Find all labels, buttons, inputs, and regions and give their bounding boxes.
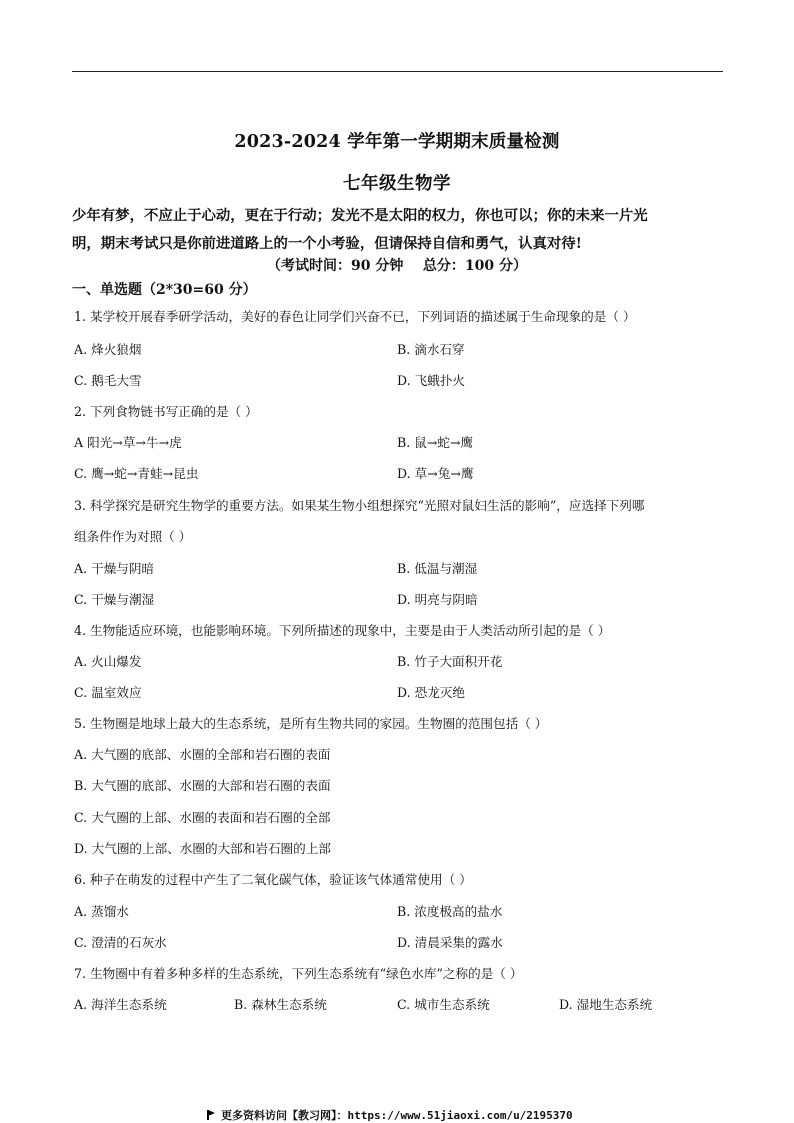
q6-option-b: B. 浓度极高的盐水 <box>397 904 503 919</box>
flag-icon <box>206 1110 216 1120</box>
q2-option-d: D. 草→兔→鹰 <box>397 466 474 481</box>
subject-title: 七年级生物学 <box>343 174 451 194</box>
question-4-stem: 4. 生物能适应环境，也能影响环境。下列所描述的现象中，主要是由于人类活动所引起的是（ ） <box>74 623 611 638</box>
q3-option-b: B. 低温与潮湿 <box>397 561 478 576</box>
q6-option-d: D. 清晨采集的露水 <box>397 935 503 950</box>
question-2-stem: 2. 下列食物链书写正确的是（ ） <box>74 404 258 419</box>
q1-option-d: D. 飞蛾扑火 <box>397 373 466 388</box>
q1-option-c: C. 鹅毛大雪 <box>74 373 142 388</box>
q2-option-b: B. 鼠→蛇→鹰 <box>397 435 474 450</box>
q2-option-c: C. 鹰→蛇→青蛙→昆虫 <box>74 466 199 481</box>
q7-option-d: D. 湿地生态系统 <box>559 997 653 1012</box>
q6-option-c: C. 澄清的石灰水 <box>74 935 167 950</box>
q2-option-a: A 阳光→草→牛→虎 <box>74 435 182 450</box>
q6-option-a: A. 蒸馏水 <box>74 904 129 919</box>
footer-link[interactable] <box>206 1107 573 1123</box>
exam-info: （考试时间：90 分钟 总分：100 分） <box>267 258 527 274</box>
question-1-stem: 1. 某学校开展春季研学活动，美好的春色让同学们兴奋不已，下列词语的描述属于生命现象的是（ ） <box>74 309 636 324</box>
top-rule <box>72 71 723 72</box>
q1-option-b: B. 滴水石穿 <box>397 342 465 357</box>
q7-option-a: A. 海洋生态系统 <box>74 997 167 1012</box>
motto-line-2: 明，期末考试只是你前进道路上的一个小考验，但请保持自信和勇气，认真对待! <box>72 235 582 252</box>
q5-option-d: D. 大气圈的上部、水圈的大部和岩石圈的上部 <box>74 841 331 856</box>
q5-option-c: C. 大气圈的上部、水圈的表面和岩石圈的全部 <box>74 810 331 825</box>
q7-option-b: B. 森林生态系统 <box>234 997 327 1012</box>
motto-line-1: 少年有梦，不应止于心动，更在于行动；发光不是太阳的权力，你也可以；你的未来一片光 <box>72 207 648 224</box>
q7-option-c: C. 城市生态系统 <box>397 997 490 1012</box>
section-title-single-choice: 一、单选题（2*30=60 分） <box>72 282 257 298</box>
q4-option-b: B. 竹子大面积开花 <box>397 654 503 669</box>
question-6-stem: 6. 种子在萌发的过程中产生了二氧化碳气体，验证该气体通常使用（ ） <box>74 872 472 887</box>
q3-option-a: A. 干燥与阴暗 <box>74 561 155 576</box>
exam-title: 2023-2024 学年第一学期期末质量检测 <box>234 132 560 152</box>
question-7-stem: 7. 生物圈中有着多种多样的生态系统，下列生态系统有“绿色水库”之称的是（ ） <box>74 966 523 981</box>
q4-option-c: C. 温室效应 <box>74 685 142 700</box>
q4-option-d: D. 恐龙灭绝 <box>397 685 466 700</box>
question-5-stem: 5. 生物圈是地球上最大的生态系统，是所有生物共同的家园。生物圈的范围包括（ ） <box>74 716 548 731</box>
q1-option-a: A. 烽火狼烟 <box>74 342 142 357</box>
question-3-stem-continued: 组条件作为对照（ ） <box>74 529 192 544</box>
q5-option-a: A. 大气圈的底部、水圈的全部和岩石圈的表面 <box>74 747 331 762</box>
footer-link-text: 更多资料访问【教习网】：https://www.51jiaoxi.com/u/2195370 <box>221 1109 573 1122</box>
question-3-stem: 3. 科学探究是研究生物学的重要方法。如果某生物小组想探究“光照对鼠妇生活的影响”，应选择下列哪 <box>74 498 645 513</box>
q4-option-a: A. 火山爆发 <box>74 654 142 669</box>
q5-option-b: B. 大气圈的底部、水圈的大部和岩石圈的表面 <box>74 778 331 793</box>
q3-option-d: D. 明亮与阴暗 <box>397 592 478 607</box>
q3-option-c: C. 干燥与潮湿 <box>74 592 155 607</box>
